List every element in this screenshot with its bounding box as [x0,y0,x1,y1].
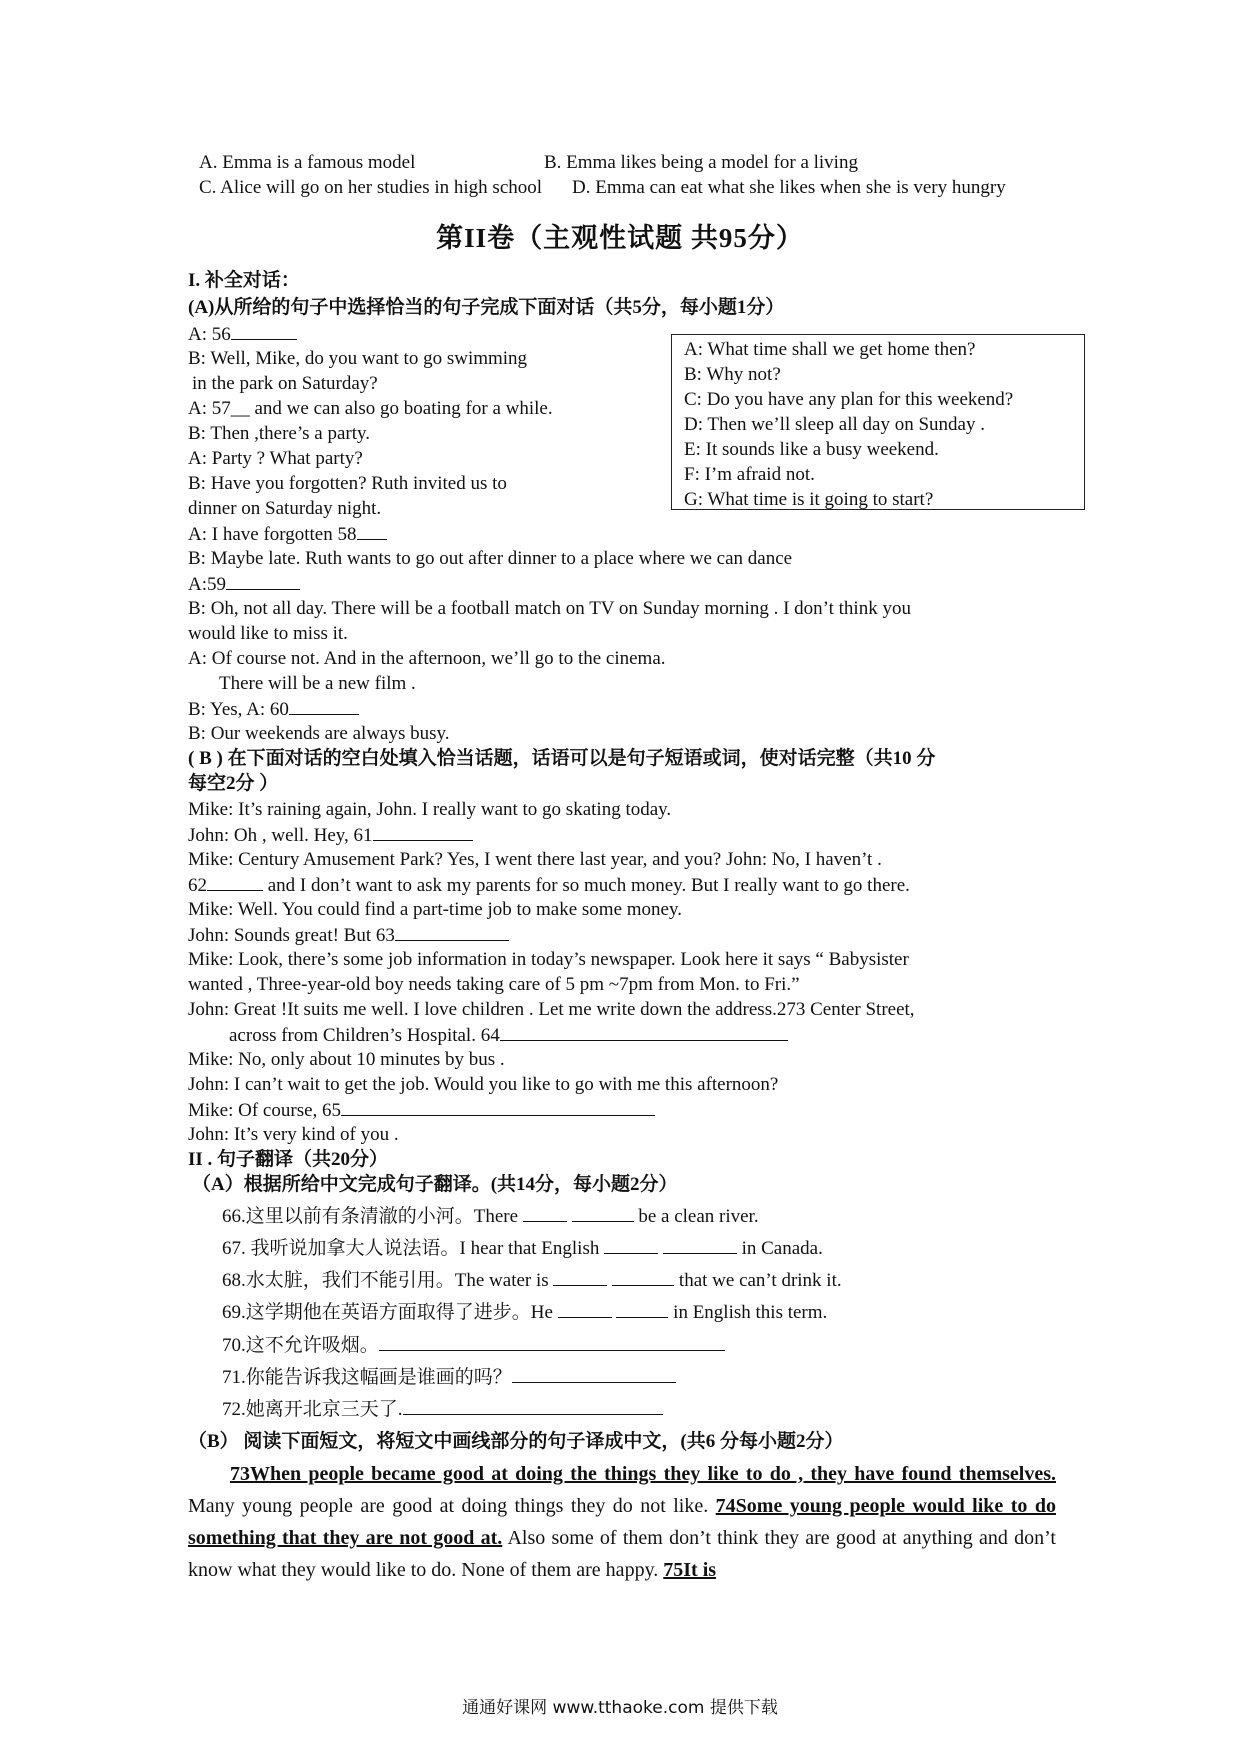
part2-sub-a: （A）根据所给中文完成句子翻译。(共14分，每小题2分） [192,1174,678,1195]
dialog-a-line: B: Then ,there’s a party. [188,423,371,444]
translation-item: 69.这学期他在英语方面取得了进步。He in English this term. [222,1302,828,1323]
dialog-b-line: John: Oh , well. Hey, 61 [188,824,473,847]
translation-item: 70.这不允许吸烟。 [222,1334,725,1357]
dialog-a-line: There will be a new film . [219,673,416,694]
dialog-a-line: A: Party ? What party? [188,448,363,469]
dialog-b-line: John: Great !It suits me well. I love children . Let me write down the address.273 Center Street, [188,999,915,1020]
box-option-e: E: It sounds like a busy weekend. [684,439,939,460]
dialog-a-line: B: Have you forgotten? Ruth invited us to [188,473,507,494]
translation-item: 72.她离开北京三天了. [222,1398,663,1421]
reading-passage: 73When people became good at doing the things they like to do , they have found themselves. Many young people are good at doing things they do not like. 74Some young people would like to do something that they are not good at. Also some of them don’t think they are good at anything and don’t know what they would like to do. None of them are happy. 75It is [188,1463,1056,1581]
dialog-a-line: A: 57__ and we can also go boating for a while. [188,398,553,419]
translation-item: 67. 我听说加拿大人说法语。I hear that English in Canada. [222,1238,823,1259]
box-option-f: F: I’m afraid not. [684,464,815,485]
part1-sub-b: ( B ) 在下面对话的空白处填入恰当话题，话语可以是句子短语或词，使对话完整（共10 分 [188,748,936,769]
part2-heading: II . 句子翻译（共20分） [188,1149,389,1170]
dialog-b-line: Mike: No, only about 10 minutes by bus . [188,1049,505,1070]
dialog-b-line: John: Sounds great! But 63 [188,924,509,947]
box-option-a: A: What time shall we get home then? [684,339,976,360]
dialog-a-line: A: Of course not. And in the afternoon, we’ll go to the cinema. [188,648,666,669]
underlined-sentence-74: 74Some young people would like to do something that they are not good at. [188,1495,1056,1549]
dialog-a-line: A: I have forgotten 58 [188,523,387,546]
dialog-b-line: Mike: Look, there’s some job information in today’s newspaper. Look here it says “ Babysister [188,949,909,970]
dialog-b-line: John: It’s very kind of you . [188,1124,399,1145]
section-title: 第II卷（主观性试题 共95分） [436,223,804,253]
options-box [671,334,1085,510]
dialog-a-line: would like to miss it. [188,623,348,644]
dialog-a-line: A:59 [188,573,300,596]
dialog-b-line: Mike: Well. You could find a part-time job to make some money. [188,899,682,920]
dialog-b-line: Mike: Century Amusement Park? Yes, I went there last year, and you? John: No, I haven’t . [188,849,882,870]
dialog-a-line: A: 56 [188,323,297,346]
dialog-a-line: B: Maybe late. Ruth wants to go out after dinner to a place where we can dance [188,548,793,569]
translation-item: 66.这里以前有条清澈的小河。There be a clean river. [222,1206,759,1227]
dialog-b-line: Mike: Of course, 65 [188,1099,655,1122]
box-option-g: G: What time is it going to start? [684,489,934,510]
dialog-a-line: dinner on Saturday night. [188,498,382,519]
part2-sub-b: （B） 阅读下面短文，将短文中画线部分的句子译成中文，(共6 分每小题2分） [188,1431,844,1452]
box-option-d: D: Then we’ll sleep all day on Sunday . [684,414,985,435]
part1-heading: I. 补全对话： [188,270,300,291]
option-d: D. Emma can eat what she likes when she is very hungry [572,177,1006,198]
dialog-a-line: B: Our weekends are always busy. [188,723,450,744]
dialog-b-line: wanted , Three-year-old boy needs taking care of 5 pm ~7pm from Mon. to Fri.” [188,974,800,995]
page-footer: 通通好课网 www.tthaoke.com 提供下载 [462,1698,778,1718]
translation-item: 71.你能告诉我这幅画是谁画的吗？ [222,1366,676,1389]
part1-sub-a: (A)从所给的句子中选择恰当的句子完成下面对话（共5分，每小题1分） [188,297,785,318]
dialog-b-line: John: I can’t wait to get the job. Would you like to go with me this afternoon? [188,1074,779,1095]
box-option-c: C: Do you have any plan for this weekend? [684,389,1014,410]
option-a: A. Emma is a famous model [199,152,416,173]
dialog-a-line: B: Well, Mike, do you want to go swimming [188,348,528,369]
dialog-a-line: in the park on Saturday? [192,373,378,394]
dialog-b-line: Mike: It’s raining again, John. I really want to go skating today. [188,799,672,820]
box-option-b: B: Why not? [684,364,781,385]
option-c: C. Alice will go on her studies in high school [199,177,543,198]
dialog-a-line: B: Yes, A: 60 [188,698,359,721]
option-b: B. Emma likes being a model for a living [544,152,858,173]
underlined-sentence-73: 73When people became good at doing the things they like to do , they have found themselves. [230,1463,1056,1485]
part1-sub-b-cont: 每空2分 ） [188,773,279,794]
dialog-a-line: B: Oh, not all day. There will be a football match on TV on Sunday morning . I don’t think you [188,598,911,619]
dialog-b-line: across from Children’s Hospital. 64 [229,1024,788,1047]
dialog-b-line: 62 and I don’t want to ask my parents for so much money. But I really want to go there. [188,875,910,896]
underlined-sentence-75: 75It is [663,1559,717,1581]
translation-item: 68.水太脏，我们不能引用。The water is that we can’t drink it. [222,1270,842,1291]
